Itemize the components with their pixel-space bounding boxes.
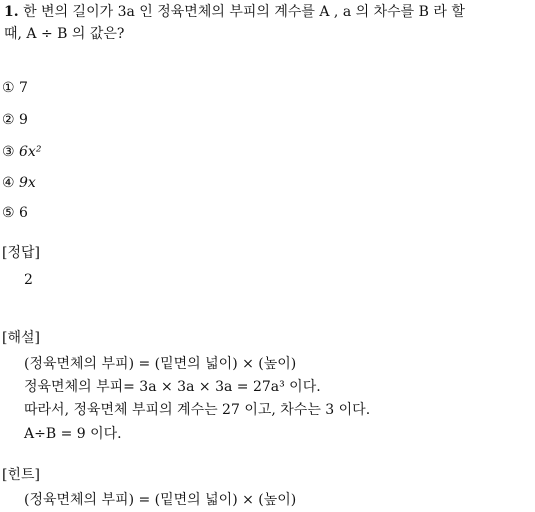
choice-text-3: 6x² <box>19 144 42 160</box>
choice-5[interactable] <box>2 203 28 223</box>
choice-marker-2: ② <box>2 112 15 128</box>
choice-text-2: 9 <box>19 112 28 128</box>
question-number: 1. <box>4 4 19 20</box>
question-line-2 <box>4 24 124 44</box>
explanation-line-3: 따라서, 정육면체 부피의 계수는 27 이고, 차수는 3 이다. <box>24 402 371 418</box>
choice-1[interactable] <box>2 78 28 98</box>
explanation-label: [해설] <box>2 330 40 346</box>
choice-2[interactable] <box>2 110 28 130</box>
choice-marker-4: ④ <box>2 175 15 191</box>
hint-label: [힌트] <box>2 467 40 483</box>
choice-marker-3: ③ <box>2 144 15 160</box>
question-line-1 <box>4 2 465 22</box>
question-text-2: 때, A ÷ B 의 값은? <box>4 26 125 42</box>
explanation-line-1: (정육면체의 부피) = (밑면의 넓이) × (높이) <box>24 356 297 372</box>
choice-marker-1: ① <box>2 80 15 96</box>
choice-3[interactable] <box>2 142 41 162</box>
choice-text-1: 7 <box>19 80 28 96</box>
choice-text-5: 6 <box>19 205 28 221</box>
hint-line-1: (정육면체의 부피) = (밑면의 넓이) × (높이) <box>24 492 297 508</box>
answer-label: [정답] <box>2 245 40 261</box>
explanation-line-4: A÷B = 9 이다. <box>24 426 122 442</box>
answer-value: 2 <box>24 272 33 288</box>
choice-text-4: 9x <box>19 175 36 191</box>
question-text-1: 한 변의 길이가 3a 인 정육면체의 부피의 계수를 A , a 의 차수를 B 라 할 <box>23 4 465 20</box>
choice-marker-5: ⑤ <box>2 205 15 221</box>
choice-4[interactable] <box>2 173 36 193</box>
explanation-line-2: 정육면체의 부피= 3a × 3a × 3a = 27a³ 이다. <box>24 379 321 395</box>
